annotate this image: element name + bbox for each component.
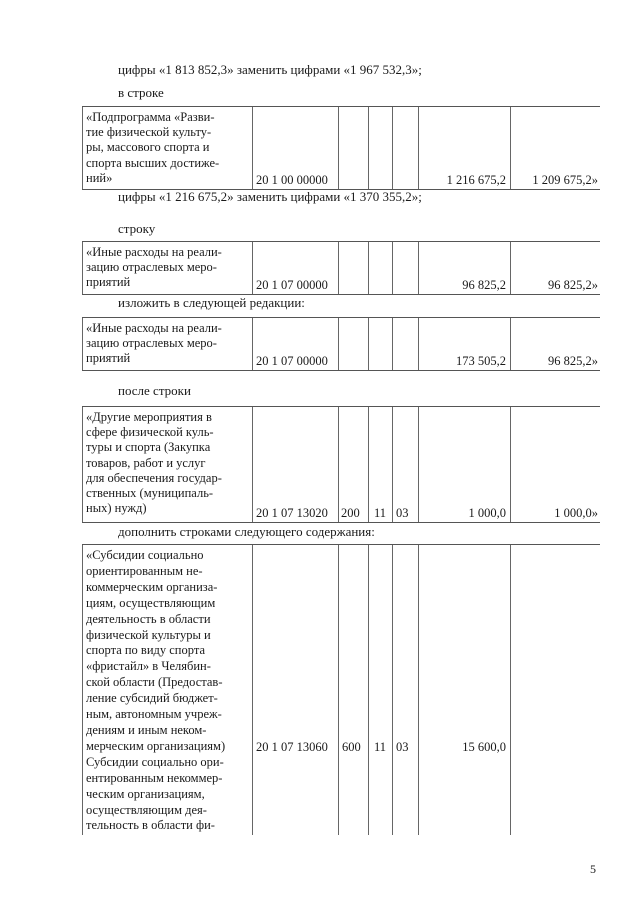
row-name-line: приятий	[86, 351, 131, 366]
amount-2: 96 825,2»	[548, 278, 598, 292]
row-name-line: мерческим организациям)	[86, 738, 226, 753]
table-row	[82, 406, 600, 523]
row-name-line: ческим организациям,	[86, 786, 205, 801]
text-line-6: после строки	[118, 383, 191, 398]
section: 11	[374, 740, 387, 754]
amount-1: 1 216 675,2	[446, 173, 506, 187]
row-name-line: «фристайл» в Челябин-	[86, 659, 211, 674]
row-name-line: ний»	[86, 170, 113, 185]
row-name	[86, 410, 248, 516]
expense-type: 200	[341, 506, 360, 520]
page-number: 5	[590, 862, 596, 876]
row-name-line: зацию отраслевых меро-	[86, 260, 217, 275]
row-name-line: тие физической культу-	[86, 125, 212, 140]
row-name-line: осуществляющим дея-	[86, 802, 207, 817]
row-name-line: тельность в области фи-	[86, 818, 215, 833]
text-line-1: цифры «1 813 852,3» заменить цифрами «1 967 532,3»;	[118, 62, 422, 77]
row-name-line: для обеспечения государ-	[86, 470, 222, 485]
row-name-line: коммерческим организа-	[86, 579, 218, 594]
text-line-3: цифры «1 216 675,2» заменить цифрами «1 370 355,2»;	[118, 189, 422, 204]
row-name-line: приятий	[86, 275, 131, 290]
table-row	[82, 317, 600, 371]
row-name-line: «Подпрограмма «Разви-	[86, 110, 215, 124]
table-row	[82, 544, 600, 835]
amount-2: 96 825,2»	[548, 354, 598, 368]
row-name-line: циям, осуществляющим	[86, 595, 216, 610]
subsection: 03	[396, 740, 409, 754]
row-name-line: туры и спорта (Закупка	[86, 440, 211, 455]
text-line-4: строку	[118, 221, 156, 236]
amount-2: 1 000,0»	[554, 506, 598, 520]
target-code: 20 1 07 00000	[256, 278, 328, 292]
row-name-line: ных) нужд)	[86, 501, 147, 516]
row-name	[86, 321, 248, 367]
table-row	[82, 241, 600, 295]
row-name-line: Субсидии социально ори-	[86, 754, 224, 769]
row-name-line: зацию отраслевых меро-	[86, 336, 217, 351]
row-name-line: ентированным некоммер-	[86, 770, 223, 785]
expense-type: 600	[342, 740, 361, 754]
text-line-2: в строке	[118, 85, 164, 100]
row-name-line: «Иные расходы на реали-	[86, 321, 222, 335]
text-line-7: дополнить строками следующего содержания:	[118, 524, 375, 539]
target-code: 20 1 07 00000	[256, 354, 328, 368]
amount-1: 15 600,0	[462, 740, 506, 754]
row-name-line: ориентированным не-	[86, 563, 203, 578]
row-name	[86, 110, 248, 186]
target-code: 20 1 07 13060	[256, 740, 328, 754]
amount-1: 173 505,2	[456, 354, 506, 368]
target-code: 20 1 07 13020	[256, 506, 328, 520]
row-name-line: физической культуры и	[86, 627, 211, 642]
row-name-line: сфере физической куль-	[86, 425, 214, 440]
row-name-line: ственных (муниципаль-	[86, 486, 214, 501]
row-name-line: спорта по виду спорта	[86, 643, 205, 658]
row-name-line: спорта высших достиже-	[86, 155, 220, 170]
row-name-line: «Субсидии социально	[86, 548, 204, 562]
row-name-line: ры, массового спорта и	[86, 140, 210, 155]
row-name	[86, 245, 248, 291]
amount-2: 1 209 675,2»	[532, 173, 598, 187]
row-name	[86, 548, 248, 834]
row-name-line: ление субсидий бюджет-	[86, 691, 218, 706]
target-code: 20 1 00 00000	[256, 173, 328, 187]
row-name-line: дениям и иным неком-	[86, 722, 207, 737]
text-line-5: изложить в следующей редакции:	[118, 295, 305, 310]
table-row	[82, 106, 600, 190]
row-name-line: «Другие мероприятия в	[86, 410, 212, 424]
section: 11	[374, 506, 387, 520]
row-name-line: «Иные расходы на реали-	[86, 245, 222, 259]
amount-1: 1 000,0	[468, 506, 506, 520]
row-name-line: ным, автономным учреж-	[86, 707, 222, 722]
amount-1: 96 825,2	[462, 278, 506, 292]
subsection: 03	[396, 506, 409, 520]
row-name-line: деятельность в области	[86, 611, 211, 626]
row-name-line: товаров, работ и услуг	[86, 455, 206, 470]
row-name-line: ской области (Предостав-	[86, 675, 223, 690]
